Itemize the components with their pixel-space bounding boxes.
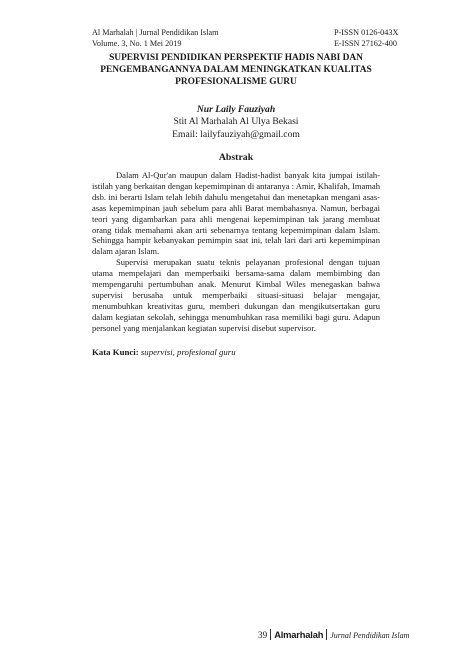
footer-divider-2	[326, 629, 327, 640]
running-header-right	[334, 28, 398, 49]
running-header-left	[92, 28, 218, 49]
author-email: Email: lailyfauziyah@gmail.com	[172, 128, 300, 140]
author-block	[60, 104, 412, 141]
keywords	[92, 347, 380, 357]
author-affiliation: Stit Al Marhalah Al Ulya Bekasi	[173, 116, 299, 128]
abstract-paragraph-2: Supervisi merupakan suatu teknis pelayanan profesional dengan tujuan utama mempelajari dan memperbaiki bersama-sama dalam membimbing dan mempengaruhi pertumbuhan anak. Menurut Kimbal Wiles menegaskan bahwa supervisi berusaha untuk memperbaiki situasi-situasi belajar mengajar, menumbuhkan kreativitas guru, memberi dukungan dan mengikutsertakan guru dalam kegiatan sekolah, sehingga menumbuhkan rasa memiliki bagi guru. Adapun personel yang menjalankan kegiatan supervisi disebut supervisor.	[92, 257, 380, 333]
abstract-body	[92, 170, 380, 334]
abstract-heading: Abstrak	[218, 152, 254, 163]
page-number: 39	[258, 630, 268, 640]
title-line-2: PENGEMBANGANNYA DALAM MENINGKATKAN KUALITAS	[100, 65, 372, 76]
paper-title	[60, 52, 412, 89]
abstract-paragraph-1: Dalam Al-Qur'an maupun dalam Hadist-hadist banyak kita jumpai istilah-istilah yang berkaitan dengan kepemimpinan di antaranya : Amir, Khalifah, Imamah dsb. ini berarti Islam telah lebih dahulu mengetahui dan menetapkan mengani asas-asas kepemimpinan jauh sebelum para ahli Barat membahasnya. Namun, berbagai teori yang digambarkan para ahli mengenai kepemimpinan tak jarang membuat orang tidak memahami akan arti sebenarnya tentang kepemimpinan dalam Islam. Sehingga hampir kebanyakan pemimpin saat ini, telah lari dari arti kepemimpinan dalam ajaran Islam.	[92, 170, 380, 257]
journal-name: Al Marhalah | Jurnal Pendidikan Islam	[92, 28, 219, 37]
volume-info: Volume. 3, No. 1 Mei 2019	[92, 38, 182, 48]
author-name: Nur Laily Fauziyah	[196, 104, 276, 115]
p-issn: P-ISSN 0126-043X	[334, 28, 399, 37]
keywords-value: supervisi, profesional guru	[138, 347, 236, 357]
page-footer	[258, 629, 409, 640]
title-line-1: SUPERVISI PENDIDIKAN PERSPEKTIF HADIS NABI DAN	[109, 53, 363, 63]
footer-divider	[270, 629, 271, 640]
title-line-3: PROFESIONALISME GURU	[175, 77, 297, 88]
footer-journal-name: Jurnal Pendidikan Islam	[330, 631, 410, 640]
e-issn: E-ISSN 27162-400	[334, 38, 397, 48]
brand-logo: Almarhalah	[274, 629, 324, 640]
keywords-label: Kata Kunci:	[92, 347, 139, 357]
